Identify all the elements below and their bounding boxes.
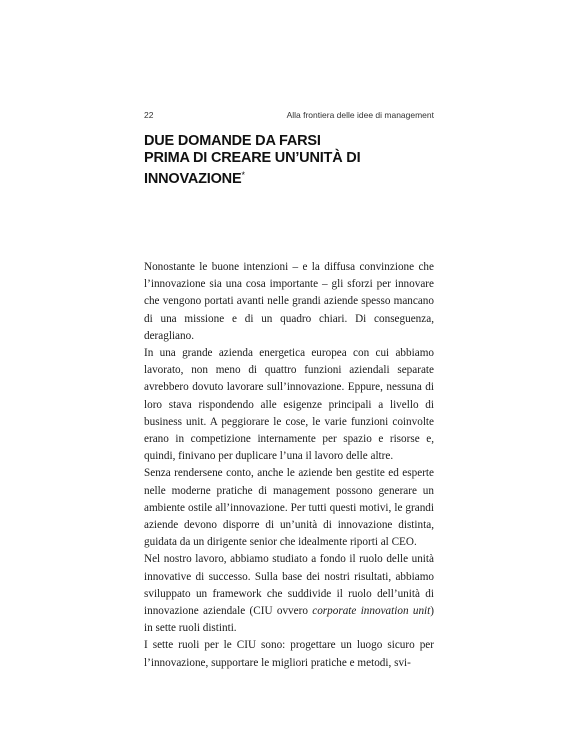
footnote-marker: * [241, 170, 245, 180]
body-text [144, 259, 434, 672]
paragraph-5: I sette ruoli per le CIU sono: progettare un luogo sicuro per l’innovazione, supportare le migliori pratiche e metodi, svi- [144, 639, 434, 669]
paragraph-1: Nonostante le buone intenzioni – e la diffusa convinzione che l’innovazione sia una cosa importante – gli sforzi per innovare che vengono portati avanti nelle grandi aziende spesso mancano di una missione e di un quadro chiari. Di conseguenza, deragliano. [144, 261, 434, 342]
chapter-title [144, 133, 444, 188]
chapter-title-line1: DUE DOMANDE DA FARSI [144, 133, 321, 149]
chapter-title-line2: PRIMA DI CREARE UN’UNITÀ DI INNOVAZIONE [144, 150, 361, 187]
paragraph-3: Senza rendersene conto, anche le aziende ben gestite ed esperte nelle moderne pratiche di management possono generare un ambiente ostile all’innovazione. Per tutti questi motivi, le grandi aziende devono disporre di un’unità di innovazione distinta, guidata da un dirigente senior che idealmente riporti al CEO. [144, 467, 434, 549]
paragraph-2: In una grande azienda energetica europea con cui abbiamo lavorato, non meno di quattro funzioni aziendali separate avrebbero dovuto lavorare sull’innovazione. Eppure, nessuna di loro stava rispondendo alle esigenze principali a livello di business unit. A peggiorare le cose, le varie funzioni coinvolte erano in competizione internamente per spazio e risorse e, quindi, finivano per duplicare l’una il lavoro delle altre. [144, 347, 434, 463]
running-title: Alla frontiera delle idee di management [286, 110, 434, 120]
paragraph-4 [144, 551, 434, 637]
paragraph-4-text-a: Nel nostro lavoro, abbiamo studiato a fondo il ruolo delle unità innovative di successo. Sulla base dei nostri risultati, abbiamo sviluppato un framework che suddivide il ruolo dell’unità di innovazione aziendale (CIU ovvero [144, 553, 434, 618]
paragraph-4-text-b: ) in sette ruoli distinti. [144, 605, 434, 635]
page-number: 22 [144, 110, 154, 120]
paragraph-4-italic-term: corporate innovation unit [312, 605, 431, 618]
running-header [144, 110, 434, 120]
